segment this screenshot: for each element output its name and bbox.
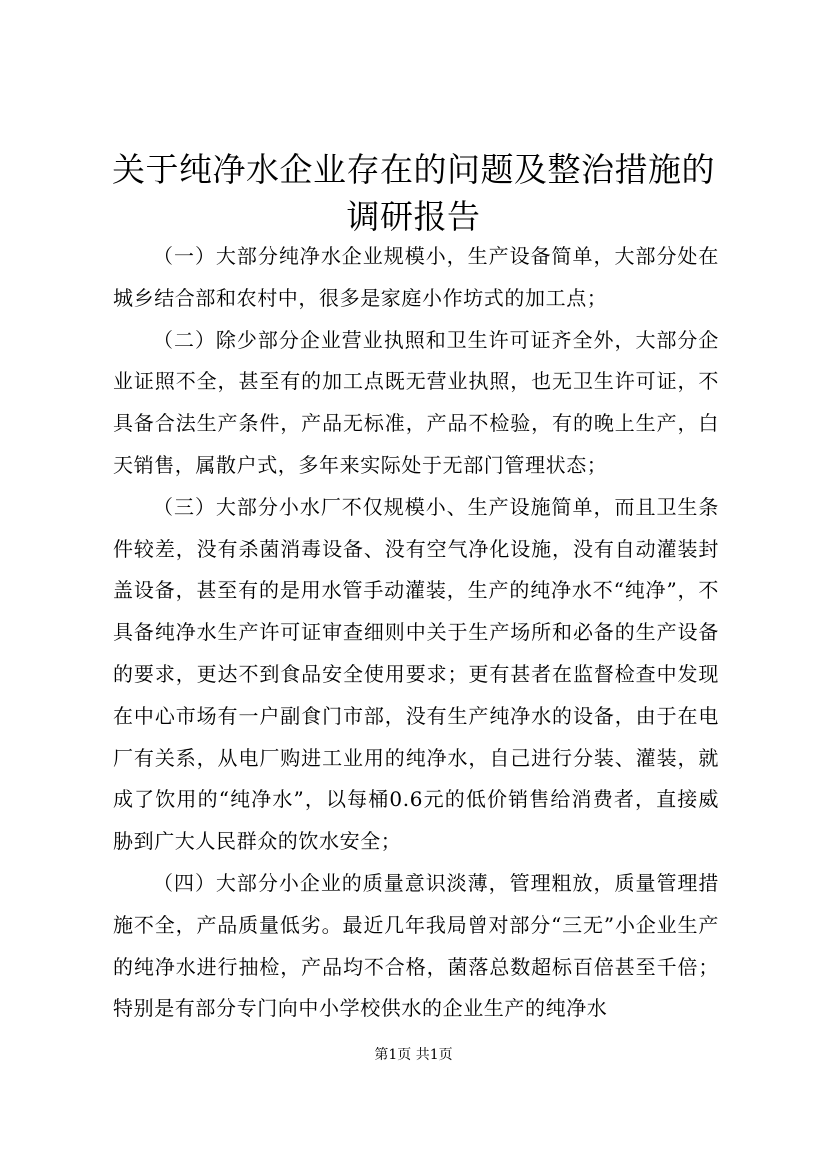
paragraph-3: （三）大部分小水厂不仅规模小、生产设施简单，而且卫生条件较差，没有杀菌消毒设备、没有空气净化设施，没有自动灌装封盖设备，甚至有的是用水管手动灌装，生产的纯净水不“纯净”，不具备纯净水生产许可证审查细则中关于生产场所和必备的生产设备的要求，更达不到食品安全使用要求；更有甚者在监督检查中发现在中心市场有一户副食门市部，没有生产纯净水的设备，由于在电厂有关系，从电厂购进工业用的纯净水，自己进行分装、灌装，就成了饮用的“纯净水”，以每桶0.6元的低价销售给消费者，直接威胁到广大人民群众的饮水安全； — [113, 494, 719, 854]
page-footer: 第1页 共1页 — [374, 1047, 453, 1063]
paragraph-4: （四）大部分小企业的质量意识淡薄，管理粗放，质量管理措施不全，产品质量低劣。最近几年我局曾对部分“三无”小企业生产的纯净水进行抽检，产品均不合格，菌落总数超标百倍甚至千倍；特别是有部分专门向中小学校供水的企业生产的纯净水 — [113, 870, 719, 1021]
paragraph-2: （二）除少部分企业营业执照和卫生许可证齐全外，大部分企业证照不全，甚至有的加工点既无营业执照，也无卫生许可证，不具备合法生产条件，产品无标准，产品不检验，有的晚上生产，白天销售，属散户式，多年来实际处于无部门管理状态； — [113, 327, 719, 477]
document-title: 关于纯净水企业存在的问题及整治措施的调研报告 — [112, 150, 715, 236]
paragraph-1: （一）大部分纯净水企业规模小，生产设备简单，大部分处在城乡结合部和农村中，很多是家庭小作坊式的加工点； — [113, 244, 719, 310]
document-body — [113, 236, 719, 1030]
